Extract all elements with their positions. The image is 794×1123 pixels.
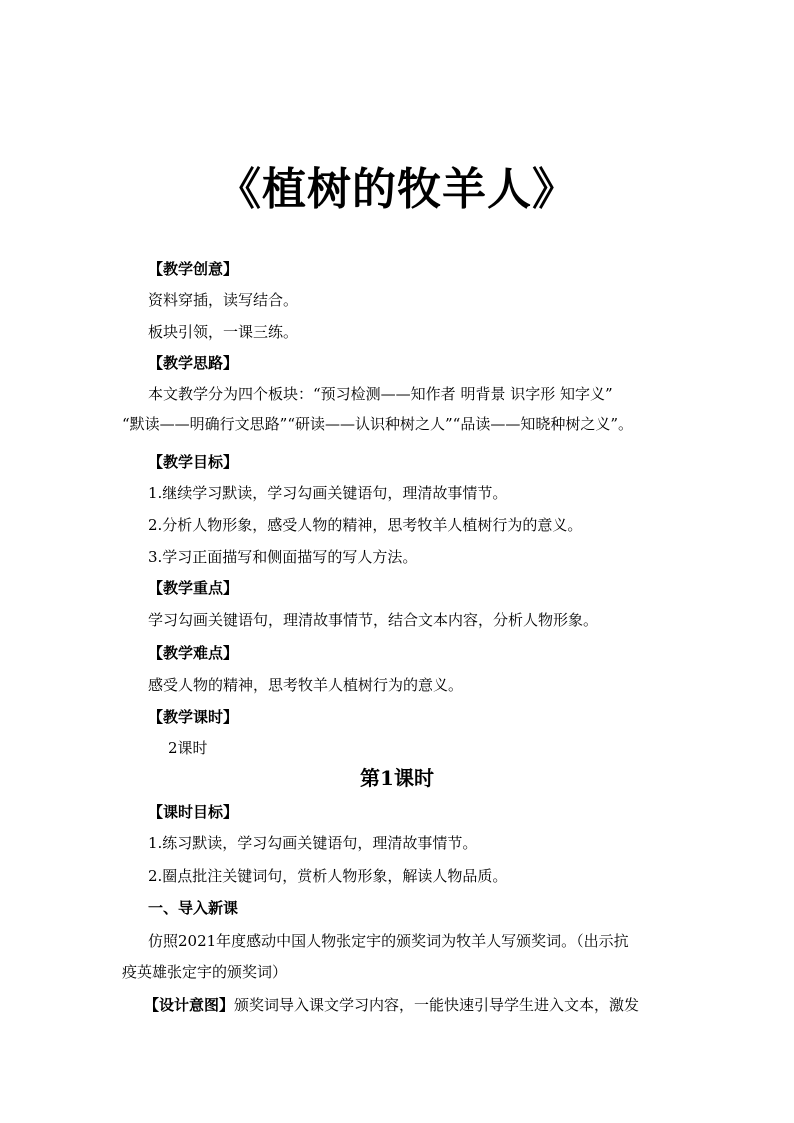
document-title: 《植树的牧羊人》 (217, 164, 577, 215)
difficulties-text: 感受人物的精神，思考牧羊人植树行为的意义。 (148, 676, 464, 694)
creativity-line: 板块引领，一课三练。 (148, 323, 299, 341)
hours-text: 2课时 (168, 739, 208, 757)
goal-item: 1.继续学习默读，学习勾画关键语句，理清故事情节。 (148, 484, 508, 502)
approach-heading: 【教学思路】 (148, 354, 239, 372)
goals-heading: 【教学目标】 (148, 453, 239, 471)
approach-paragraph-line: “默读——明确行文思路”“研读——认识种树之人”“品读——知晓种树之义”。 (122, 415, 634, 433)
goal-item: 3.学习正面描写和侧面描写的写人方法。 (148, 548, 418, 566)
lesson-goal-item: 2.圈点批注关键词句，赏析人物形象，解读人物品质。 (148, 867, 508, 885)
hours-heading: 【教学课时】 (148, 708, 239, 726)
difficulties-heading: 【教学难点】 (148, 644, 239, 662)
goal-item: 2.分析人物形象，感受人物的精神，思考牧羊人植树行为的意义。 (148, 516, 583, 534)
design-intent-text: 颁奖词导入课文学习内容，一能快速引导学生进入文本，激发 (234, 996, 640, 1014)
lesson-goal-item: 1.练习默读，学习勾画关键语句，理清故事情节。 (148, 834, 478, 852)
section-heading: 一、导入新课 (148, 899, 239, 917)
lesson-goals-heading: 【课时目标】 (148, 803, 239, 821)
approach-paragraph-line: 本文教学分为四个板块：“预习检测——知作者 明背景 识字形 知字义” (148, 385, 613, 403)
key-points-text: 学习勾画关键语句，理清故事情节，结合文本内容，分析人物形象。 (148, 611, 599, 629)
lesson-title: 第1课时 (360, 766, 434, 790)
design-intent-line (144, 993, 639, 1017)
section-paragraph-line: 仿照2021年度感动中国人物张定宇的颁奖词为牧羊人写颁奖词。（出示抗 (148, 932, 629, 950)
creativity-line: 资料穿插，读写结合。 (148, 291, 299, 309)
section-paragraph-line: 疫英雄张定宇的颁奖词） (122, 963, 288, 981)
design-intent-heading: 【设计意图】 (144, 996, 235, 1014)
creativity-heading: 【教学创意】 (148, 260, 239, 278)
key-points-heading: 【教学重点】 (148, 579, 239, 597)
